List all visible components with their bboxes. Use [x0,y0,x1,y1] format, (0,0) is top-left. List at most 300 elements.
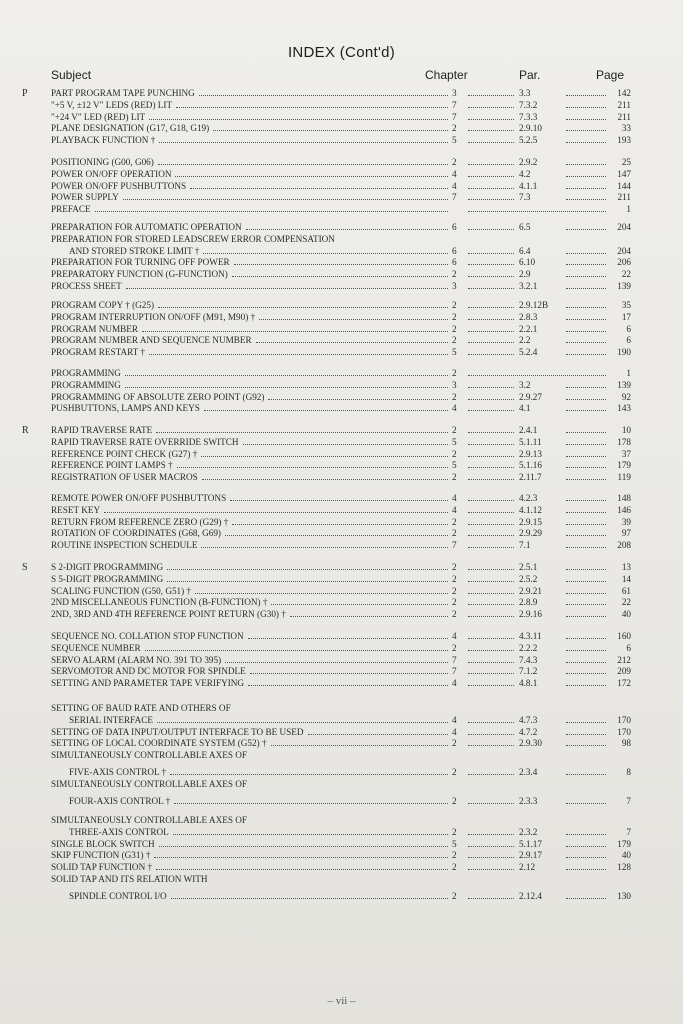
leader-dots [468,562,514,574]
leader-dots [149,347,448,359]
index-entry [0,312,683,324]
entry-chapter: 7 [452,111,457,122]
entry-paragraph: 4.1.12 [519,504,542,515]
entry-subject: SINGLE BLOCK SWITCH [51,838,155,849]
leader-dots [468,100,514,112]
entry-paragraph: 6.5 [519,222,531,232]
leader-dots [566,505,606,517]
leader-dots [468,631,514,643]
index-entry [0,767,683,779]
entry-page: 208 [617,540,631,551]
leader-dots [177,460,448,472]
entry-paragraph: 2.9 [519,269,531,280]
entry-paragraph: 2.9.2 [519,157,538,167]
leader-dots [566,112,606,124]
index-entry [0,157,683,169]
entry-subject: SETTING AND PARAMETER TAPE VERIFYING [51,678,245,689]
leader-dots [566,335,606,347]
entry-chapter: 2 [452,609,457,620]
entry-page: 148 [617,493,631,503]
index-entry [0,586,683,598]
entry-page: 33 [621,123,631,134]
entry-page: 211 [617,111,631,122]
leader-dots [468,505,514,517]
entry-page: 1 [626,368,631,378]
leader-dots [468,666,514,678]
leader-dots [566,192,606,204]
entry-paragraph: 2.2 [519,335,531,346]
leader-dots [468,517,514,529]
entry-paragraph: 5.1.16 [519,460,542,471]
leader-dots [468,891,514,903]
index-entry [0,222,683,234]
index-entry [0,335,683,347]
leader-dots [566,135,606,147]
entry-chapter: 2 [452,573,457,584]
leader-dots [566,403,606,415]
entry-subject: POWER SUPPLY [51,192,119,203]
entry-page: 6 [626,335,631,346]
entry-subject: PROGRAMMING [51,379,121,390]
leader-dots [566,839,606,851]
section-letter: R [22,425,29,436]
leader-dots [259,312,448,324]
index-entry [0,850,683,862]
leader-dots [468,528,514,540]
leader-dots [566,100,606,112]
entry-paragraph: 2.12 [519,862,536,873]
entry-paragraph: 2.11.7 [519,472,542,483]
entry-subject: SOLID TAP AND ITS RELATION WITH [51,873,208,884]
leader-dots [232,517,448,529]
chapter-header: Chapter [425,68,468,82]
entry-subject: ROTATION OF COORDINATES (G68, G69) [51,528,221,539]
leader-dots [566,493,606,505]
index-entry [0,257,683,269]
entry-page: 211 [617,99,631,110]
entry-chapter: 3 [452,379,457,390]
leader-dots [170,767,448,779]
leader-dots [95,204,448,216]
entry-chapter: 2 [452,642,457,653]
index-entry [0,324,683,336]
leader-dots [149,112,448,124]
entry-subject: PLAYBACK FUNCTION † [51,135,156,146]
index-entry [0,460,683,472]
leader-dots [468,312,514,324]
entry-page: 211 [617,192,631,203]
entry-page: 17 [621,311,631,322]
entry-subject: PART PROGRAM TAPE PUNCHING [51,88,195,98]
section-letter: S [22,562,28,573]
entry-page: 190 [617,347,631,358]
entry-subject: SIMULTANEOUSLY CONTROLLABLE AXES OF [51,815,247,825]
index-entry [0,181,683,193]
entry-paragraph: 7.3.3 [519,111,538,122]
entry-paragraph: 7.1 [519,540,531,551]
entry-paragraph: 3.2 [519,379,531,390]
index-entry [0,750,683,762]
leader-dots [142,324,448,336]
leader-dots [158,300,448,312]
leader-dots [566,246,606,258]
entry-paragraph: 2.9.29 [519,528,542,539]
leader-dots [271,738,448,750]
leader-dots [174,796,448,808]
entry-chapter: 2 [452,597,457,608]
index-group [0,300,683,359]
leader-dots [145,643,448,655]
entry-paragraph: 2.9.17 [519,850,542,861]
leader-dots [468,257,514,269]
entry-subject: PUSHBUTTONS, LAMPS AND KEYS [51,403,200,414]
entry-paragraph: 5.2.5 [519,135,538,146]
leader-dots [566,767,606,779]
entry-paragraph: 6.4 [519,245,531,256]
entry-paragraph: 3.3 [519,88,531,98]
entry-chapter: 4 [452,714,457,725]
entry-paragraph: 4.2 [519,168,531,179]
entry-subject: REGISTRATION OF USER MACROS [51,472,198,483]
entry-page: 40 [621,609,631,620]
index-entry [0,437,683,449]
entry-chapter: 5 [452,838,457,849]
leader-dots [468,347,514,359]
entry-chapter: 2 [452,766,457,777]
leader-dots [566,437,606,449]
leader-dots [468,643,514,655]
entry-paragraph: 2.3.3 [519,795,538,806]
entry-chapter: 3 [452,280,457,291]
index-entry [0,609,683,621]
leader-dots [468,181,514,193]
leader-dots [234,257,448,269]
leader-dots [468,460,514,472]
entry-page: 61 [621,585,631,596]
leader-dots [566,257,606,269]
index-group [0,703,683,807]
leader-dots [468,597,514,609]
leader-dots [468,678,514,690]
entry-subject: SIMULTANEOUSLY CONTROLLABLE AXES OF [51,750,247,761]
entry-paragraph: 7.3.2 [519,99,538,110]
index-entry [0,505,683,517]
entry-subject: SIMULTANEOUSLY CONTROLLABLE AXES OF [51,778,247,789]
leader-dots [250,666,448,678]
section-letter: P [22,88,28,99]
entry-page: 204 [617,245,631,256]
leader-dots [468,472,514,484]
leader-dots [468,324,514,336]
leader-dots [566,300,606,312]
entry-page: 14 [621,573,631,584]
index-entry [0,204,683,216]
entry-chapter: 2 [452,585,457,596]
leader-dots [104,505,448,517]
entry-chapter: 2 [452,323,457,334]
entry-page: 6 [626,323,631,334]
leader-dots [468,281,514,293]
entry-page: 193 [617,135,631,146]
leader-dots [468,796,514,808]
entry-paragraph: 2.9.27 [519,391,542,402]
leader-dots [159,839,448,851]
leader-dots [213,123,448,135]
index-entry [0,192,683,204]
entry-paragraph: 2.9.21 [519,585,542,596]
leader-dots [566,715,606,727]
index-entry [0,472,683,484]
leader-dots [468,727,514,739]
entry-chapter: 2 [452,472,457,483]
entry-paragraph: 2.3.2 [519,826,538,837]
entry-chapter: 2 [452,311,457,322]
leader-dots [566,631,606,643]
leader-dots [566,850,606,862]
leader-dots [156,425,448,437]
index-entry [0,269,683,281]
leader-dots [468,540,514,552]
entry-chapter: 2 [452,391,457,402]
entry-chapter: 4 [452,493,457,503]
leader-dots [308,727,448,739]
entry-page: 7 [626,826,631,837]
entry-subject: SCALING FUNCTION (G50, G51) † [51,585,192,596]
entry-chapter: 5 [452,436,457,447]
entry-page: 142 [617,88,631,98]
index-entry [0,493,683,505]
entry-chapter: 4 [452,678,457,689]
leader-dots [566,169,606,181]
entry-page: 144 [617,180,631,191]
leader-dots [468,112,514,124]
leader-dots [202,472,448,484]
subject-header: Subject [51,68,92,82]
leader-dots [566,88,606,100]
entry-subject: PREPARATORY FUNCTION (G-FUNCTION) [51,269,228,280]
index-entry [0,631,683,643]
entry-subject: SERVOMOTOR AND DC MOTOR FOR SPINDLE [51,666,246,677]
index-entry [0,281,683,293]
entry-subject: REFERENCE POINT CHECK (G27) † [51,448,198,459]
entry-page: 170 [617,714,631,725]
leader-dots [232,269,448,281]
entry-chapter: 2 [452,157,457,167]
entry-chapter: 2 [452,795,457,806]
entry-paragraph: 2.9.12B [519,300,549,310]
entry-page: 139 [617,379,631,390]
leader-dots [566,666,606,678]
entry-paragraph: 2.5.1 [519,562,538,572]
leader-dots [566,425,606,437]
entry-chapter: 6 [452,245,457,256]
entry-subject: SEQUENCE NUMBER [51,642,141,653]
entry-page: 37 [621,448,631,459]
leader-dots [468,586,514,598]
index-entry [0,112,683,124]
leader-dots [248,631,448,643]
index-entry [0,796,683,808]
entry-subject: PROGRAM NUMBER AND SEQUENCE NUMBER [51,335,252,346]
index-entry [0,666,683,678]
leader-dots [225,528,448,540]
entry-subject: PREPARATION FOR STORED LEADSCREW ERROR COMPENSATION [51,233,335,244]
entry-subject: AND STORED STROKE LIMIT † [69,245,200,256]
entry-paragraph: 2.9.30 [519,738,542,749]
entry-page: 146 [617,504,631,515]
entry-subject: PLANE DESIGNATION (G17, G18, G19) [51,123,210,134]
index-entry [0,300,683,312]
index-entry [0,403,683,415]
leader-dots [246,222,448,234]
entry-paragraph: 2.9.13 [519,448,542,459]
leader-dots [125,380,448,392]
index-entry [0,380,683,392]
entry-paragraph: 2.2.1 [519,323,538,334]
leader-dots [248,678,448,690]
leader-dots [468,88,514,100]
leader-dots [125,368,448,380]
leader-dots [468,368,606,380]
index-entry [0,574,683,586]
entry-chapter: 2 [452,516,457,527]
leader-dots [268,392,448,404]
leader-dots [203,246,448,258]
entry-subject: PROGRAM RESTART † [51,347,146,358]
leader-dots [468,169,514,181]
entry-page: 147 [617,168,631,179]
entry-chapter: 2 [452,890,457,901]
index-group [0,631,683,690]
entry-chapter: 4 [452,504,457,515]
entry-subject: PREPARATION FOR TURNING OFF POWER [51,257,230,268]
entry-subject: POSITIONING (G00, G06) [51,157,154,167]
entry-subject: "+24 V" LED (RED) LIT [51,111,146,122]
entry-page: 204 [617,222,631,232]
entry-paragraph: 2.8.3 [519,311,538,322]
entry-paragraph: 4.8.1 [519,678,538,689]
leader-dots [468,839,514,851]
leader-dots [468,738,514,750]
index-entry [0,703,683,715]
leader-dots [566,380,606,392]
index-entry [0,368,683,380]
index-entry [0,678,683,690]
entry-paragraph: 2.9.10 [519,123,542,134]
leader-dots [468,827,514,839]
entry-chapter: 7 [452,540,457,551]
leader-dots [566,517,606,529]
entry-chapter: 2 [452,425,457,435]
leader-dots [468,655,514,667]
leader-dots [195,586,448,598]
entry-subject: SERVO ALARM (ALARM NO. 391 TO 395) [51,654,222,665]
entry-subject: PROGRAMMING [51,368,121,378]
entry-chapter: 5 [452,347,457,358]
entry-paragraph: 7.1.2 [519,666,538,677]
leader-dots [468,850,514,862]
index-entry [0,246,683,258]
index-group [0,88,683,147]
entry-chapter: 6 [452,222,457,232]
entry-subject: SETTING OF LOCAL COORDINATE SYSTEM (G52) † [51,738,267,749]
leader-dots [230,493,448,505]
entry-subject: SETTING OF DATA INPUT/OUTPUT INTERFACE TO BE USED [51,726,304,737]
entry-paragraph: 2.4.1 [519,425,538,435]
index-entry [0,643,683,655]
leader-dots [566,678,606,690]
index-group [0,493,683,552]
index-entry [0,815,683,827]
entry-page: 39 [621,516,631,527]
leader-dots [167,562,448,574]
index-entry [0,874,683,886]
entry-paragraph: 3.2.1 [519,280,538,291]
entry-page: 97 [621,528,631,539]
entry-page: 10 [621,425,631,435]
leader-dots [566,281,606,293]
page-number-footer: – vii – [327,995,356,1007]
entry-subject: REMOTE POWER ON/OFF PUSHBUTTONS [51,493,227,503]
entry-subject: SOLID TAP FUNCTION † [51,862,153,873]
index-entry [0,449,683,461]
entry-chapter: 2 [452,562,457,572]
leader-dots [173,827,448,839]
leader-dots [566,643,606,655]
leader-dots [566,449,606,461]
leader-dots [175,169,448,181]
leader-dots [566,222,606,234]
leader-dots [154,850,448,862]
entry-subject: PROGRAM INTERRUPTION ON/OFF (M91, M90) † [51,311,256,322]
leader-dots [566,460,606,472]
leader-dots [566,562,606,574]
entry-subject: "+5 V, ±12 V" LEDS (RED) LIT [51,99,173,110]
entry-paragraph: 6.10 [519,257,536,268]
leader-dots [468,437,514,449]
index-entry [0,517,683,529]
leader-dots [468,403,514,415]
entry-page: 179 [617,838,631,849]
leader-dots [468,222,514,234]
leader-dots [566,727,606,739]
entry-chapter: 4 [452,631,457,641]
par-header: Par. [519,68,541,82]
index-entry [0,528,683,540]
entry-subject: POWER ON/OFF PUSHBUTTONS [51,180,187,191]
entry-page: 35 [621,300,631,310]
leader-dots [243,437,448,449]
entry-subject: THREE-AXIS CONTROL [69,826,169,837]
index-group [0,815,683,903]
entry-paragraph: 4.2.3 [519,493,538,503]
leader-dots [126,281,448,293]
entry-subject: RETURN FROM REFERENCE ZERO (G29) † [51,516,229,527]
index-entry [0,123,683,135]
leader-dots [256,335,448,347]
entry-chapter: 5 [452,460,457,471]
leader-dots [157,715,448,727]
leader-dots [566,609,606,621]
leader-dots [271,597,448,609]
entry-page: 8 [626,766,631,777]
entry-page: 179 [617,460,631,471]
leader-dots [566,269,606,281]
entry-chapter: 2 [452,528,457,539]
leader-dots [123,192,448,204]
entry-subject: S 2-DIGIT PROGRAMMING [51,562,164,572]
leader-dots [566,392,606,404]
